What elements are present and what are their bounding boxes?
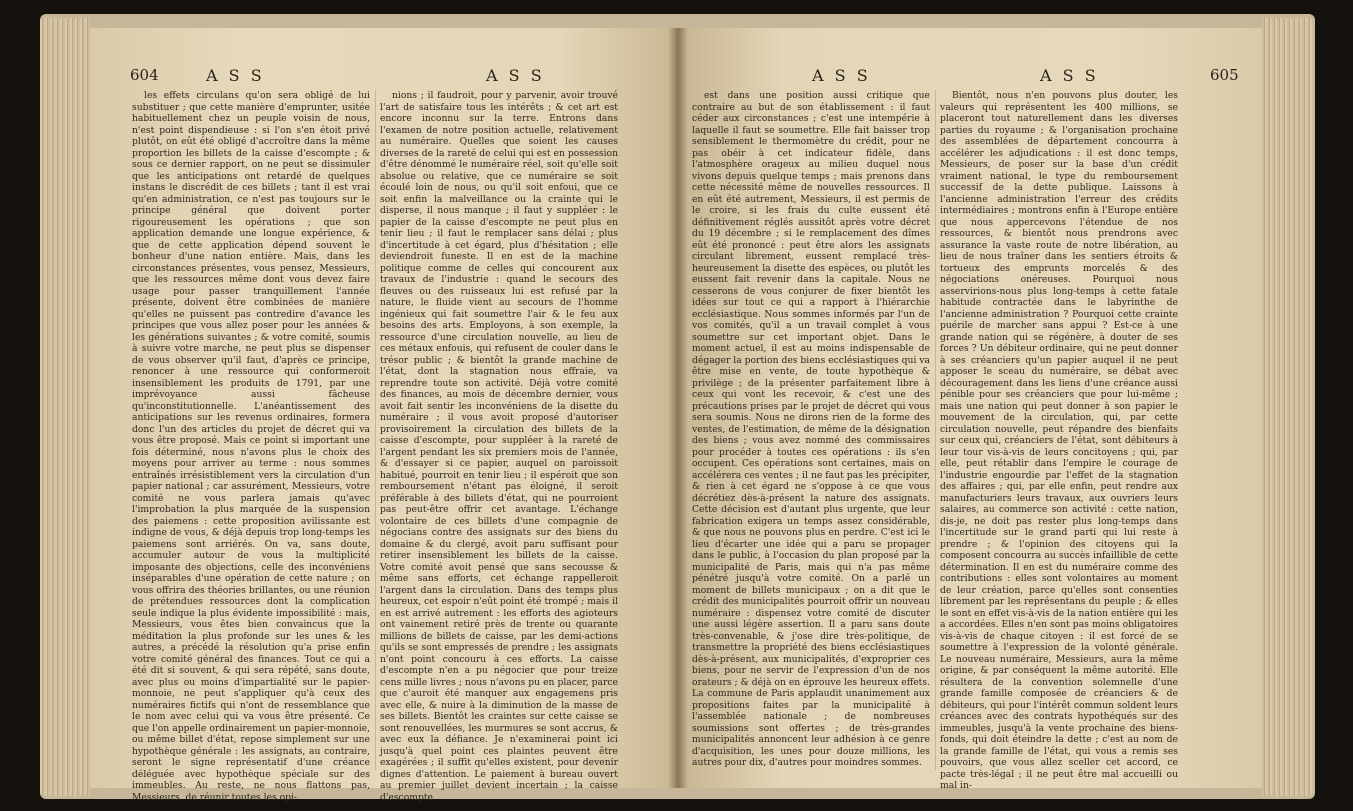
text-column-2 bbox=[380, 90, 618, 803]
left-running-head bbox=[90, 66, 676, 90]
text-column-1 bbox=[692, 90, 930, 780]
left-page-edges bbox=[40, 18, 90, 796]
left-page bbox=[90, 28, 676, 803]
text-column-2 bbox=[940, 90, 1178, 791]
book-gutter bbox=[668, 28, 688, 788]
right-page bbox=[678, 28, 1262, 791]
column-text: Bientôt, nous n'en pouvons plus douter, les valeurs qui représentent les 400 millions, se placeront tout naturellement dans les diverses parties du royaume ; & l'organisation prochaine des assemblées de département concourra à accélérer les adjudications : il est donc temps, Messieurs, de poser sur la base d'un crédit vraiment national, le type du remboursement successif de la dette publique. Laissons à l'ancienne administration l'erreur des crédits intermédiaires ; montrons enfin à l'Europe entière que nous appercevons l'étendue de nos ressources, & bientôt nous prendrons avec assurance la vaste route de notre libération, au lieu de nous traîner dans les sentiers étroits & tortueux des emprunts morcelés & des négociations onéreuses. Pourquoi nous asservirions-nous plus long-temps à cette fatale habitude contractée dans le labyrinthe de l'ancienne administration ? Pourquoi cette crainte puérile de marcher sans appui ? Est-ce à une grande nation qui se régénère, à douter de ses forces ? Un débiteur ordinaire, qui ne peut donner à ses créanciers qu'un papier auquel il ne peut apposer le sceau du numéraire, se débat avec découragement dans les liens d'une créance aussi pénible pour ses créanciers que pour lui-même ; mais une nation qui peut donner à son papier le mouvement de la circulation, qui, par cette circulation nouvelle, peut répandre des bienfaits sur ceux qui, créanciers de l'état, sont débiteurs à leur tour vis-à-vis de leurs concitoyens ; qui, par elle, peut rétablir dans l'empire le courage de l'industrie engourdie par l'effet de la stagnation des affaires ; qui, par elle enfin, peut rendre aux manufacturiers leurs travaux, aux ouvriers leurs salaires, au commerce son activité : cette nation, dis-je, ne doit pas rester plus long-temps dans l'incertitude sur le grand parti qui lui reste à prendre ; & l'opinion des citoyens qui la composent concourra au succès infaillible de cette détermination. Il en est du numéraire comme des contributions : elles sont volontaires au moment de leur création, parce qu'elles sont consenties librement par les représentans du peuple ; & elles le sont en effet vis-à-vis de la nation entière qui les a accordées. Elles n'en sont pas moins obligatoires vis-à-vis de chaque citoyen : il est forcé de se soumettre à l'expression de la volonté générale. Le nouveau numéraire, Messieurs, aura la même origine, & par conséquent la même autorité. Elle résultera de la convention solemnelle d'une grande famille composée de créanciers & de débiteurs, qui pour l'intérêt commun soldent leurs créances avec des contrats hypothéqués sur des immeubles, jusqu'à la vente prochaine des biens-fonds, qui doit éteindre la dette ; c'est au nom de la grande famille de l'état, qui vous a remis ses pouvoirs, que vous allez sceller cet accord, ce pacte très-légal ; il ne peut être mal accueilli ou mal in- bbox=[940, 90, 1178, 791]
page-number: 604 bbox=[130, 66, 159, 84]
text-column-1 bbox=[132, 90, 370, 803]
column-divider bbox=[375, 90, 376, 770]
column-text: est dans une position aussi critique que contraire au but de son établissement : il faut céder aux circonstances ; c'est une intempérie à laquelle il faut se soumettre. Elle fait baisser trop sensiblement le thermomètre du crédit, pour ne pas obéir à cet indicateur fidèle, dans l'atmosphère orageux au milieu duquel nous vivons depuis quelque temps ; mais prenons dans cette nécessité même de nouvelles ressources. Il en eût été autrement, Messieurs, il est permis de le croire, si les frais du culte eussent été définitivement réglés aussitôt après votre décret du 19 décembre ; si le remplacement des dîmes eût été prononcé : peut être alors les assignats circulant librement, eussent remplacé très-heureusement la disette des espèces, ou plutôt les eussent fait revenir dans la capitale. Nous ne cesserons de vous conjurer de fixer bientôt les idées sur tout ce qui a rapport à l'hiérarchie ecclésiastique. Nous sommes informés par l'un de vos comités, qu'il a un travail complet à vous soumettre sur cet important objet. Dans le moment actuel, il est au moins indispensable de dégager la portion des biens ecclésiastiques qui va être mise en vente, de toute hypothèque & privilège ; de la présenter parfaitement libre à ceux qui vont les recevoir, & c'est une des précautions prises par le projet de décret qui vous sera soumis. Nous ne dirons rien de la forme des ventes, de l'estimation, de même de la désignation des biens ; vous avez nommé des commissaires pour procéder à toutes ces opérations : ils s'en occupent. Ces opérations sont certaines, mais on accélérera ces ventes ; il ne faut pas les précipiter, & rien à cet égard ne s'oppose à ce que vous décrétiez dès-à-présent la nature des assignats. Cette décision est d'autant plus urgente, que leur fabrication exigera un temps assez considérable, & que nous ne pouvons plus en perdre. C'est ici le lieu d'écarter une idée qui a paru se propager dans le public, à l'occasion du plan proposé par la municipalité de Paris, mais qui n'a pas même pénétré jusqu'à votre comité. On a parlé un moment de billets municipaux ; on a dit que le crédit des municipalités pourroit offrir un nouveau numéraire : dispensez votre comité de discuter une aussi légère assertion. Il a paru sans doute très-convenable, & j'ose dire très-politique, de transmettre la propriété des biens ecclésiastiques dès-à-présent, aux municipalités, d'exproprier ces biens, pour ne servir de l'expression d'un de nos orateurs ; & déjà on en éprouve les heureux effets. La commune de Paris applaudit unanimement aux propositions faites par la municipalité à l'assemblée nationale ; de nombreuses soumissions sont offertes ; de très-grandes municipalités annoncent leur adhésion à ce genre d'acquisition, les unes pour douze millions, les autres pour dix, d'autres pour moindres sommes. bbox=[692, 90, 930, 768]
column-text: nions ; il faudroit, pour y parvenir, avoir trouvé l'art de satisfaire tous les intérêts ; & cet art est encore inconnu sur la terre. Entrons dans l'examen de notre position actuelle, relativement au numéraire. Quelles que soient les causes diverses de la rareté de celui qui est en possession d'être dénommé le numéraire réel, soit qu'elle soit absolue ou relative, que ce numéraire se soit écoulé loin de nous, ou qu'il soit enfoui, que ce soit enfin la malveillance ou la crainte qui le disperse, il nous manque ; il faut y suppléer : le papier de la caisse d'escompte ne peut plus en tenir lieu ; il faut le remplacer sans délai ; plus d'incertitude à cet égard, plus d'hésitation ; elle deviendroit funeste. Il en est de la machine politique comme de celles qui concourent aux travaux de l'industrie : quand le secours des fleuves ou des ruisseaux lui est refusé par la nature, le fluide vient au secours de l'homme ingénieux qui fait soumettre l'air & le feu aux besoins des arts. Employons, à son exemple, la ressource d'une circulation nouvelle, au lieu de ces métaux enfouis, qui refusent de couler dans le trésor public ; & bientôt la grande machine de l'état, dont la stagnation nous effraie, va reprendre toute son activité. Déjà votre comité des finances, au mois de décembre dernier, vous avoit fait sentir les inconvéniens de la disette du numéraire ; il vous avoit proposé d'autoriser provisoirement la circulation des billets de la caisse d'escompte, pour suppléer à la rareté de l'argent pendant les six premiers mois de l'année, & d'essayer si ce papier, auquel on paroissoit habitué, pourroit en tenir lieu ; il espéroit que son remboursement n'étant pas éloigné, il seroit préférable à des billets d'état, qui ne pourroient pas peut-être offrir cet avantage. L'échange volontaire de ces billets d'une compagnie de négocians contre des assignats sur des biens du domaine & du clergé, avoit paru suffisant pour retirer insensiblement les billets de la caisse. Votre comité avoit pensé que sans secousse & même sans efforts, cet échange rappelleroit l'argent dans la circulation. Dans des temps plus heureux, cet espoir n'eût point été trompé ; mais il en est arrivé autrement : les efforts des agioteurs ont vainement retiré près de trente ou quarante millions de billets de caisse, par les demi-actions qu'ils se sont empressés de prendre ; les assignats n'ont point concouru à ces efforts. La caisse d'escompte n'en a pu négocier que pour treize cens mille livres ; nous n'avons pu en placer, parce que c'auroit été manquer aux engagemens pris avec elle, & nuire à la diminution de la masse de ses billets. Bientôt les craintes sur cette caisse se sont renouvellées, les murmures se sont accrus, & avec eux la défiance. Je n'examinerai point ici jusqu'à quel point ces plaintes peuvent être exagérées ; il suffit qu'elles existent, pour devenir dignes d'attention. Le paiement à bureau ouvert au premier juillet devient incertain ; la caisse d'escompte bbox=[380, 90, 618, 803]
right-running-head bbox=[678, 66, 1262, 90]
column-divider bbox=[935, 90, 936, 770]
running-head-label: A S S bbox=[486, 66, 545, 85]
running-head-label: A S S bbox=[812, 66, 871, 85]
running-head-label: A S S bbox=[1040, 66, 1099, 85]
running-head-label: A S S bbox=[206, 66, 265, 85]
column-text: les effets circulans qu'on sera obligé de lui substituer ; que cette manière d'emprunter, usitée habituellement chez un peuple voisin de nous, n'est point dispendieuse : si l'on s'en étoit privé plutôt, on eût été obligé d'accroître dans la même proportion les billets de la caisse d'escompte ; & sous ce dernier rapport, on ne peut se dissimuler que les anticipations ont retardé de quelques instans le discrédit de ces billets ; tant il est vrai qu'en administration, ce n'est pas toujours sur le principe général que doivent porter rigoureusement les opérations ; que son application demande une longue expérience, & que de cette application dépend souvent le bonheur d'une nation entière. Mais, dans les circonstances présentes, vous pensez, Messieurs, que les ressources même dont vous devez faire usage pour passer tranquillement l'année présente, doivent être combinées de manière qu'elles ne puissent pas contredire d'avance les principes que vous allez poser pour les années & les générations suivantes ; & votre comité, soumis à suivre votre marche, ne peut plus se dispenser de vous observer qu'il faut, d'après ce principe, renoncer à une ressource qui conformeroit insensiblement les produits de 1791, par une imprévoyance aussi fâcheuse qu'inconstitutionnelle. L'anéantissement des anticipations sur les revenus ordinaires, formera donc l'un des articles du projet de décret qui va vous être proposé. Mais ce point si important une fois déterminé, nous n'avons plus le choix des moyens pour arriver au terme : nous sommes entraînés irrésistiblement vers la circulation d'un papier national ; car assurément, Messieurs, votre comité ne vous parlera jamais qu'avec l'improbation la plus marquée de la suspension des paiemens : cette proposition avilissante est indigne de vous, & déjà depuis trop long-temps les paiemens sont arriérés. On va, sans doute, accumuler autour de vous la multiplicité imposante des objections, celle des inconvéniens inséparables d'une opération de cette nature ; on vous offrira des théories brillantes, ou une réunion de prétendues ressources dont la complication seule indique la plus évidente impossibilité : mais, Messieurs, vous êtes bien convaincus que la méditation la plus profonde sur les unes & les autres, a précédé la résolution qu'a prise enfin votre comité général des finances. Tout ce qui a été dit si souvent, & qui sera répété, sans doute, avec plus ou moins d'impartialité sur le papier-monnoie, ne peut s'appliquer qu'à ceux des numéraires fictifs qui n'ont de ressemblance que le nom avec celui qui va vous être présenté. Ce que l'on appelle ordinairement un papier-monnoie, ou même billet d'état, repose simplement sur une hypothèque générale : les assignats, au contraire, seront le signe représentatif d'une créance déléguée avec hypothèque spéciale sur des immeubles. Au reste, ne nous flattons pas, Messieurs, de réunir toutes les opi- bbox=[132, 90, 370, 803]
page-number: 605 bbox=[1210, 66, 1239, 84]
right-page-edges bbox=[1262, 18, 1314, 796]
